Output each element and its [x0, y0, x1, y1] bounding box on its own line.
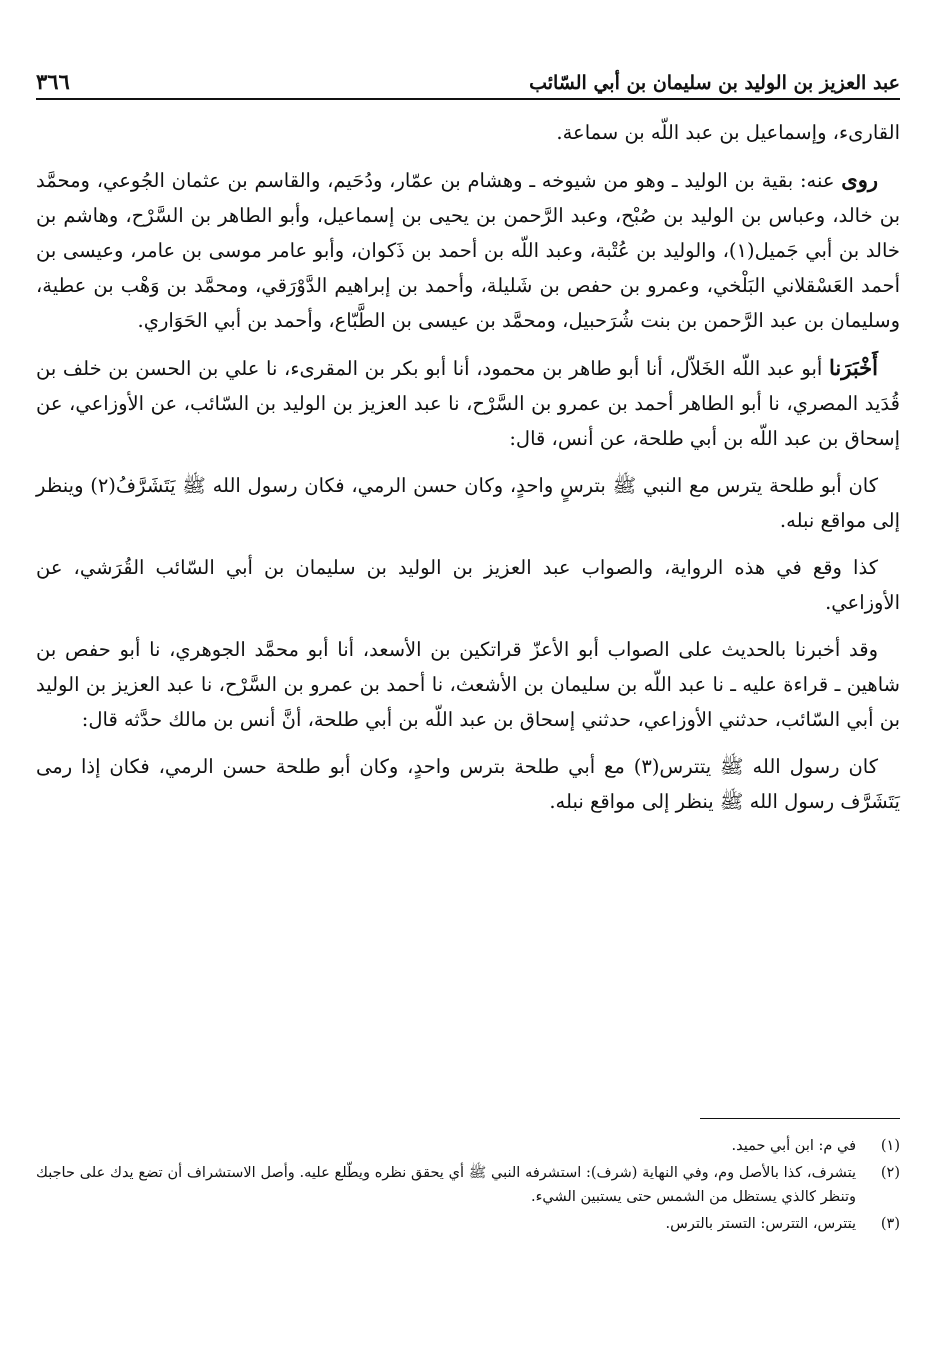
paragraph-hadith: كان أبو طلحة يترس مع النبي ﷺ بترسٍ واحدٍ، وكان حسن الرمي، فكان رسول الله ﷺ يَتَشَرَّفُ(٢) وينظر إلى مواقع نبله.: [36, 474, 900, 532]
footnote-text: في م: ابن أبي حميد.: [731, 1138, 856, 1154]
footnote-number: (١): [880, 1138, 900, 1154]
paragraph-hadith-correct: كان رسول الله ﷺ يتترس(٣) مع أبي طلحة بترس واحدٍ، وكان أبو طلحة حسن الرمي، فكان إذا رمى يَتَشَرَّف رسول الله ﷺ ينظر إلى مواقع نبله.: [36, 755, 900, 813]
paragraph-correction: كذا وقع في هذه الرواية، والصواب عبد العزيز بن الوليد بن سليمان بن أبي السّائب القُرَشي، عن الأوزاعي.: [36, 556, 900, 614]
main-text: [36, 115, 900, 831]
footnote-text: يتشرف، كذا بالأصل وم، وفي النهاية (شرف): استشرفه النبي ﷺ أي يحقق نظره ويطّلع عليه. وأصل الاستشراف أن تضع يدك على حاجبك وتنظر كالذي يستظل من الشمس حتى يستبين الشيء.: [36, 1165, 856, 1205]
page-number: ٣٦٦: [36, 69, 70, 94]
paragraph-narrators: [36, 162, 900, 338]
running-header: [36, 58, 900, 100]
paragraph-isnad-text: أبو عبد اللّه الخَلاّل، أنا أبو طاهر بن محمود، أنا أبو بكر بن المقرىء، نا علي بن الحسن بن خلف بن قُدَيد المصري، نا أبو الطاهر أحمد بن عمرو بن السَّرْح، نا عبد العزيز بن الوليد بن السّائب، عن الأوزاعي، عن إسحاق بن عبد اللّه بن أبي طلحة، عن أنس، قال:: [36, 357, 900, 450]
footnotes: [36, 1134, 900, 1239]
footnote-number: (٣): [880, 1216, 900, 1232]
footnote: [36, 1134, 900, 1158]
paragraph-narrators-text: عنه: بقية بن الوليد ـ وهو من شيوخه ـ وهشام بن عمّار، ودُحَيم، والقاسم بن عثمان الجُوعي، ومحمَّد بن خالد، وعباس بن الوليد بن صُبْح، وعبد الرَّحمن بن يحيى بن إسماعيل، وأبو الطاهر بن السَّرْح، وهاشم بن خالد بن أبي جَميل(١)، والوليد بن عُتْبة، وعبد اللّه بن أحمد بن ذَكوان، وأبو عامر موسى بن عامر، وعيسى بن أحمد العَسْقلاني البَلْخي، وعمرو بن حفص بن شَليلة، وأحمد بن إبراهيم الدَّوْرَقي، ومحمَّد بن وَهْب بن عطية، وسليمان بن عبد الرَّحمن بن بنت شُرَحبيل، ومحمَّد بن عيسى بن الطَّبّاع، وأحمد بن أبي الحَوَاري.: [36, 169, 900, 332]
footnote-separator: [700, 1118, 900, 1119]
footnote-number: (٢): [880, 1165, 900, 1181]
footnote-text: يتترس، التترس: التستر بالترس.: [665, 1216, 856, 1232]
header-title: عبد العزيز بن الوليد بن سليمان بن أبي السّائب: [529, 72, 900, 94]
paragraph-lead-word: روى: [841, 167, 878, 192]
footnote: [36, 1161, 900, 1209]
paragraph-correct-isnad: وقد أخبرنا بالحديث على الصواب أبو الأعزّ قراتكين بن الأسعد، أنا أبو محمَّد الجوهري، نا أبو حفص بن شاهين ـ قراءة عليه ـ نا عبد اللّه بن سليمان بن الأشعث، نا أحمد بن عمرو بن السَّرْح، نا عبد العزيز بن الوليد بن أبي السّائب، حدثني الأوزاعي، حدثني إسحاق بن عبد اللّه بن أبي طلحة، أنَّ أنس بن مالك حدَّثه قال:: [36, 638, 900, 731]
paragraph-lead-word: أَخْبَرَنا: [829, 355, 878, 380]
footnote: [36, 1212, 900, 1236]
paragraph-isnad: [36, 350, 900, 456]
paragraph-teachers-end: القارىء، وإسماعيل بن عبد اللّه بن سماعة.: [556, 121, 900, 144]
